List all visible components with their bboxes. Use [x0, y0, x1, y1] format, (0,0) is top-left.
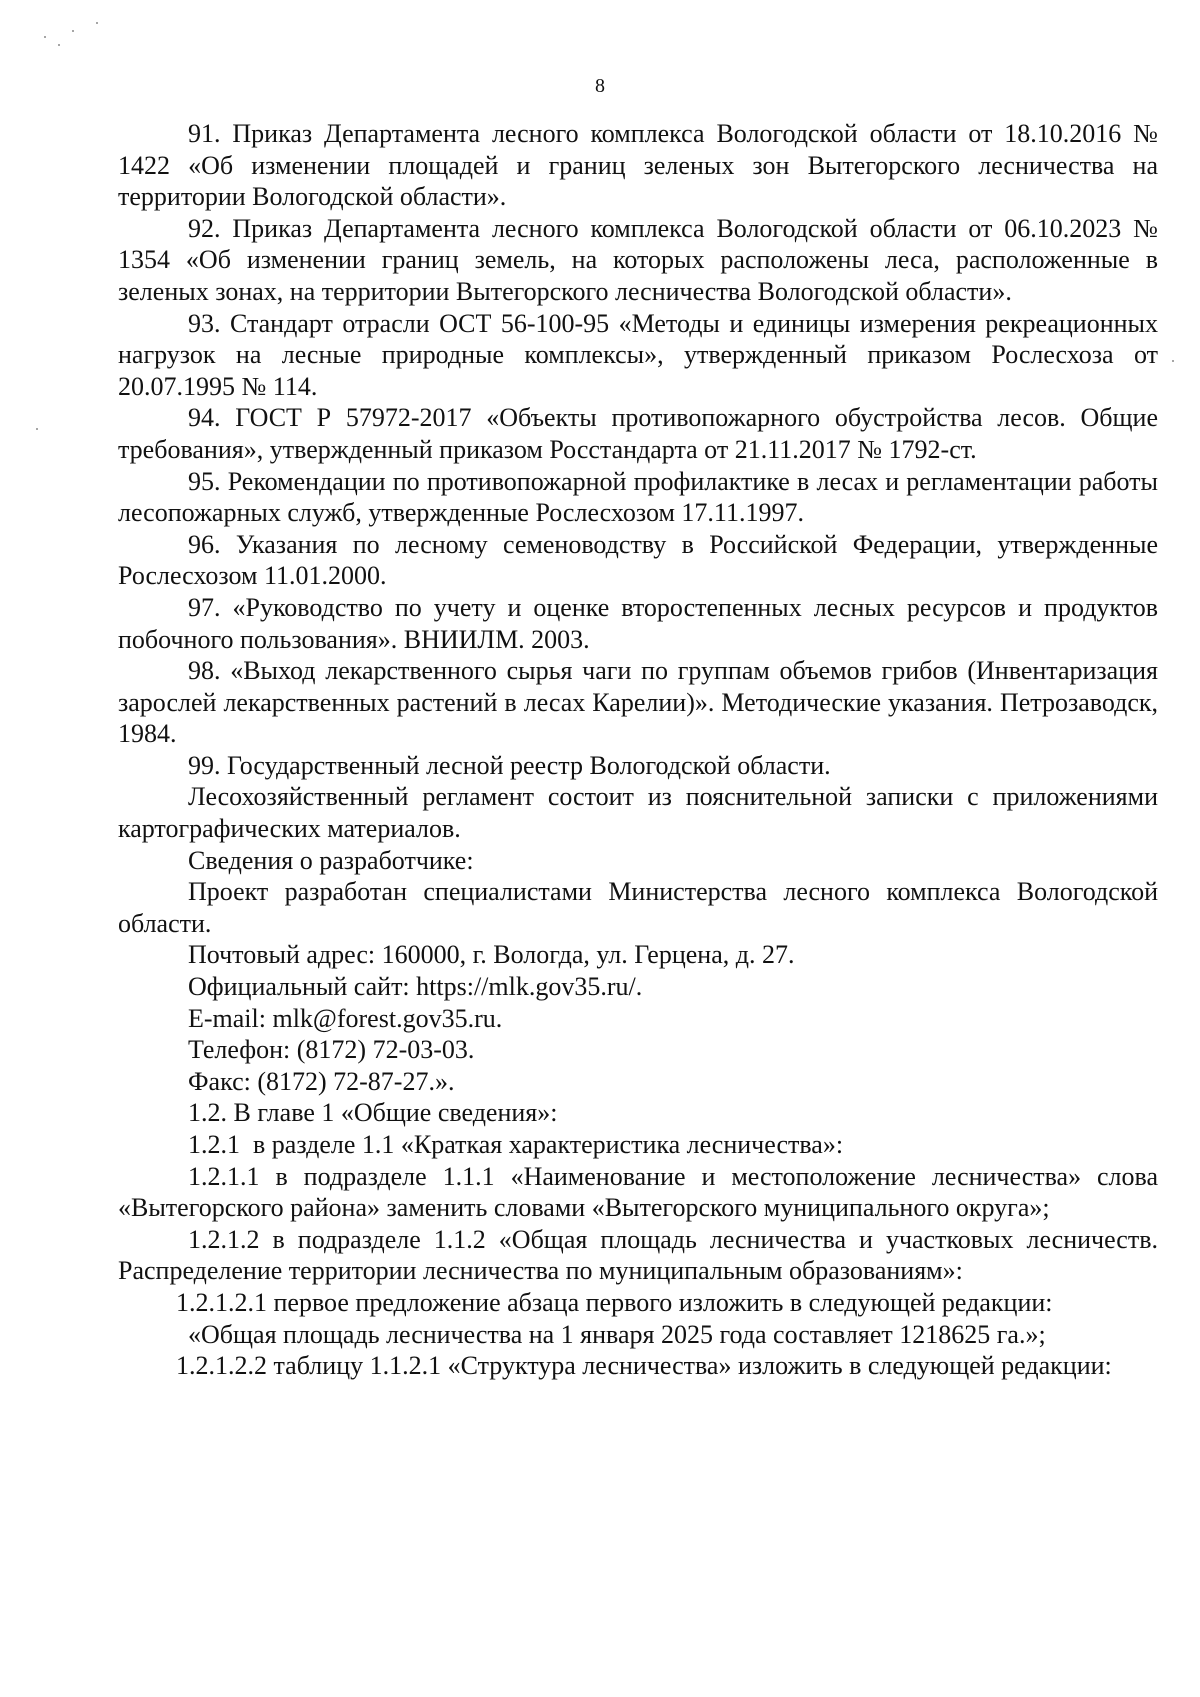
document-body [118, 118, 1158, 1382]
amendment-1-2-1 [118, 1129, 1158, 1161]
reference-item-96 [118, 529, 1158, 592]
item-label: 1.2.1.2.2 [176, 1351, 274, 1381]
phone-line [118, 1034, 1158, 1066]
item-label: 93. [188, 308, 230, 338]
developer-info-heading [118, 845, 1158, 877]
reference-item-93 [118, 308, 1158, 403]
item-text: в подразделе 1.1.2 «Общая площадь лесничества и участковых лесничеств. Распределение территории лесничества по муниципальным образованиям»: [118, 1224, 1158, 1286]
page-number: 8 [595, 75, 605, 97]
reference-item-91 [118, 118, 1158, 213]
item-text: Стандарт отрасли ОСТ 56-100-95 «Методы и единицы измерения рекреационных нагрузок на лесные природные комплексы», утвержденный приказом Рослесхоза от 20.07.1995 № 114. [118, 308, 1158, 401]
item-label: 1.2.1.1 [188, 1161, 276, 1191]
item-text: Рекомендации по противопожарной профилактике в лесах и регламентации работы лесопожарных служб, утвержденные Рослесхозом 17.11.1997. [118, 466, 1159, 528]
reference-item-98 [118, 655, 1158, 750]
item-text: «Руководство по учету и оценке второстепенных лесных ресурсов и продуктов побочного пользования». ВНИИЛМ. 2003. [118, 592, 1159, 654]
item-text: таблицу 1.1.2.1 «Структура лесничества» изложить в следующей редакции: [273, 1351, 1112, 1381]
scan-speck [96, 22, 98, 24]
item-text: Приказ Департамента лесного комплекса Вологодской области от 18.10.2016 № 1422 «Об изменении площадей и границ зеленых зон Вытегорского лесничества на территории Вологодской области». [118, 119, 1158, 212]
scan-speck [72, 30, 74, 32]
website-line [118, 971, 1158, 1003]
item-text: Государственный лесной реестр Вологодской области. [227, 750, 831, 780]
regulation-composition-paragraph [118, 781, 1158, 844]
amendment-1-2 [118, 1097, 1158, 1129]
scan-speck [58, 44, 60, 46]
item-text: Сведения о разработчике: [188, 845, 474, 875]
item-label: 1.2.1 [188, 1130, 253, 1159]
item-text: E-mail: mlk@forest.gov35.ru. [188, 1003, 503, 1033]
fax-line [118, 1066, 1158, 1098]
item-text: Телефон: (8172) 72-03-03. [188, 1035, 475, 1065]
developer-info-paragraph [118, 876, 1158, 939]
postal-address-line [118, 939, 1158, 971]
item-label: 91. [188, 119, 233, 148]
scan-speck [36, 428, 38, 430]
amendment-quote [118, 1319, 1158, 1351]
item-label: 97. [188, 592, 233, 622]
reference-item-97 [118, 592, 1158, 655]
item-text: Проект разработан специалистами Министерства лесного комплекса Вологодской области. [118, 877, 1158, 938]
reference-item-95 [118, 466, 1158, 529]
item-text: «Общая площадь лесничества на 1 января 2025 года составляет 1218625 га.»; [188, 1319, 1046, 1349]
email-line [118, 1003, 1158, 1035]
amendment-1-2-1-2 [118, 1224, 1158, 1287]
reference-item-99 [118, 750, 1158, 782]
reference-item-92 [118, 213, 1158, 308]
item-text: Факс: (8172) 72-87-27.». [188, 1066, 455, 1096]
item-text: в разделе 1.1 «Краткая характеристика лесничества»: [253, 1130, 844, 1159]
amendment-1-2-1-1 [118, 1161, 1158, 1224]
item-text: Почтовый адрес: 160000, г. Вологда, ул. Герцена, д. 27. [188, 940, 795, 970]
item-text: 1.2. В главе 1 «Общие сведения»: [188, 1098, 558, 1128]
item-label: 96. [188, 529, 236, 559]
item-label: 1.2.1.2.1 [176, 1287, 274, 1317]
scan-speck [1172, 360, 1174, 362]
item-text: первое предложение абзаца первого изложить в следующей редакции: [273, 1287, 1053, 1317]
item-text: Указания по лесному семеноводству в Российской Федерации, утвержденные Рослесхозом 11.01.2000. [118, 529, 1158, 591]
item-label: 95. [188, 466, 228, 496]
item-label: 94. [188, 403, 236, 433]
item-label: 99. [188, 750, 227, 780]
item-label: 1.2.1.2 [188, 1224, 273, 1254]
item-text: Официальный сайт: https://mlk.gov35.ru/. [188, 972, 643, 1002]
item-text: ГОСТ Р 57972-2017 «Объекты противопожарного обустройства лесов. Общие требования», утвержденный приказом Росстандарта от 21.11.2017 № 1792-ст. [118, 403, 1158, 464]
amendment-1-2-1-2-2 [118, 1350, 1158, 1382]
item-label: 92. [188, 213, 233, 243]
item-text: «Выход лекарственного сырья чаги по группам объемов грибов (Инвентаризация зарослей лекарственных растений в лесах Карелии)». Методические указания. Петрозаводск, 1984. [118, 656, 1159, 749]
item-text: в подразделе 1.1.1 «Наименование и местоположение лесничества» слова «Вытегорского района» заменить словами «Вытегорского муниципального округа»; [118, 1161, 1159, 1223]
amendment-1-2-1-2-1 [118, 1287, 1158, 1319]
item-label: 98. [188, 656, 231, 686]
item-text: Приказ Департамента лесного комплекса Вологодской области от 06.10.2023 № 1354 «Об изменении границ земель, на которых расположены леса, расположенные в зеленых зонах, на территории Вытегорского лесничества Вологодской области». [118, 213, 1158, 306]
scan-speck [44, 36, 46, 38]
item-text: Лесохозяйственный регламент состоит из пояснительной записки с приложениями картографических материалов. [118, 782, 1158, 844]
reference-item-94 [118, 402, 1158, 465]
